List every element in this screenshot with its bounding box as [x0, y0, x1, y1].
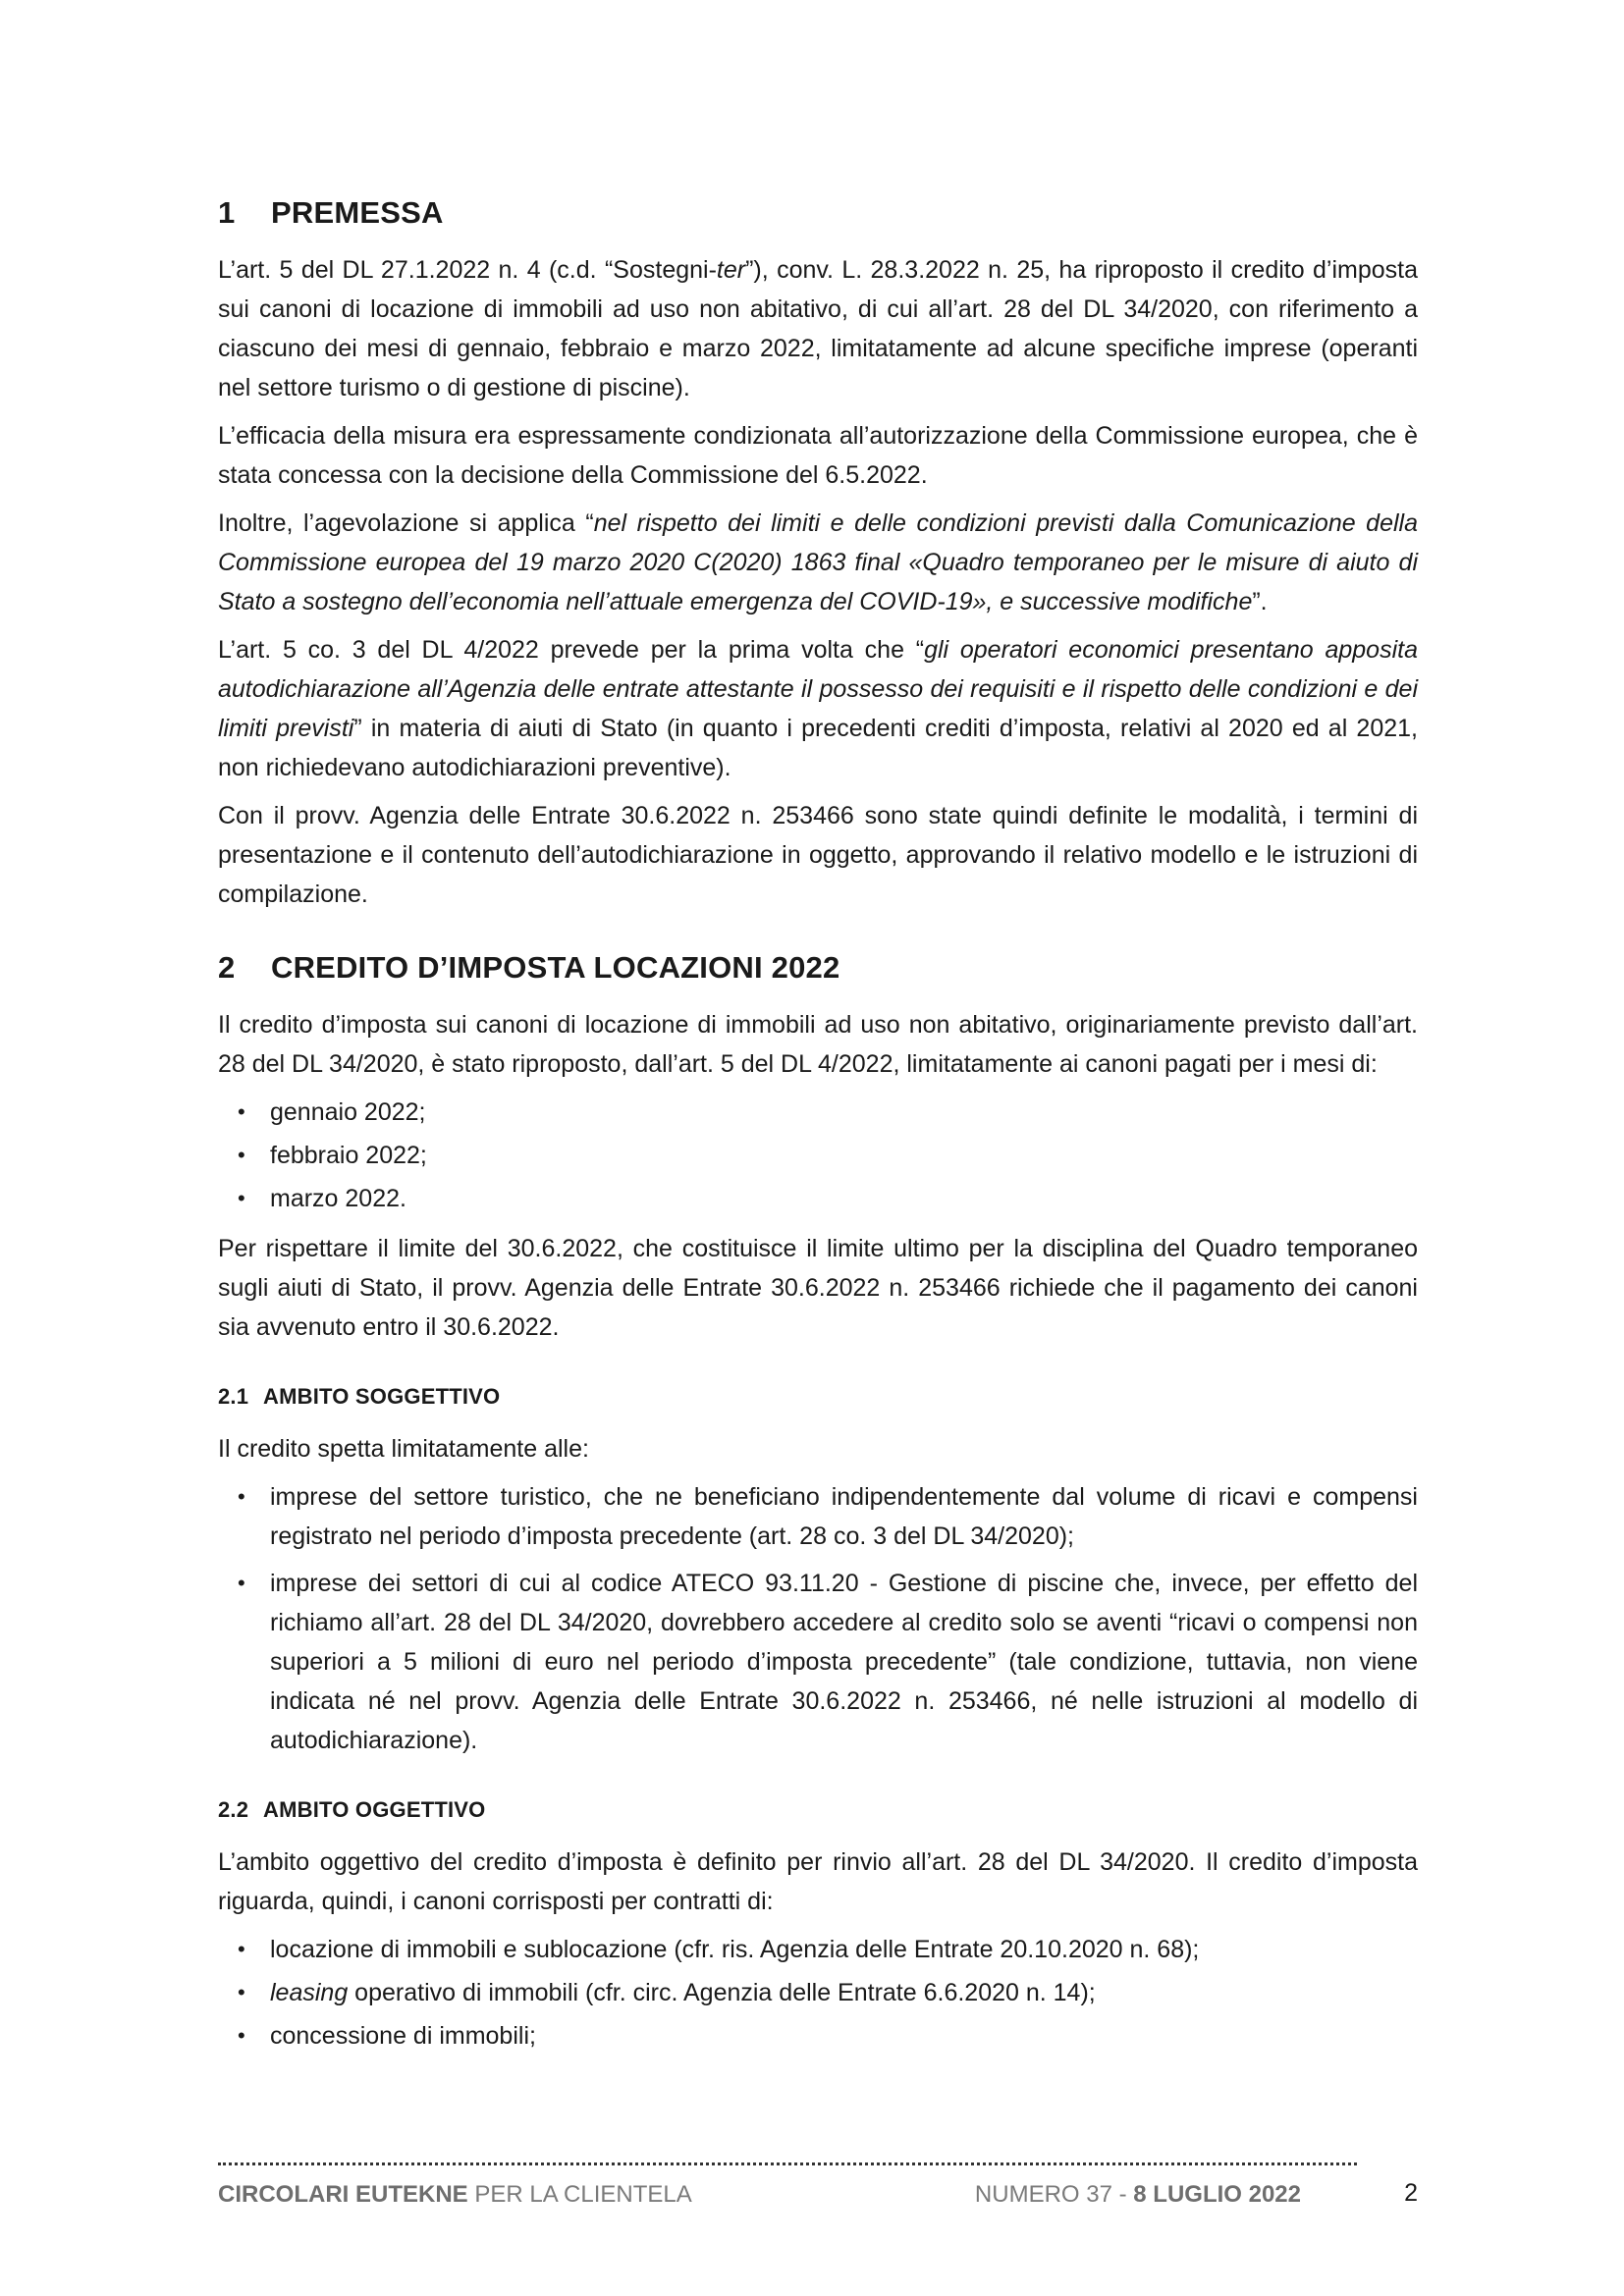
list-item: [218, 1093, 1418, 1132]
document-body: [218, 192, 1418, 2066]
list-item-text: locazione di immobili e sublocazione (cfr. ris. Agenzia delle Entrate 20.10.2020 n. 68);: [270, 1936, 1200, 1963]
bullet-icon: •: [238, 1186, 245, 1210]
soggettivo-list: [218, 1477, 1418, 1760]
bullet-icon: •: [238, 1143, 245, 1167]
italic-text: ter: [716, 256, 746, 284]
section-number: 1: [218, 195, 236, 230]
footer-issue: [975, 2181, 1301, 2209]
italic-quote: nel rispetto dei limiti e delle condizioni previsti dalla Comunicazione della Commissione europea del 19 marzo 2020 C(2020) 1863 final «Quadro temporaneo per le misure di aiuto di Stato a sostegno dell’economia nell’attuale emergenza del COVID-19», e successive modifiche: [218, 509, 1418, 615]
list-item-text: febbraio 2022;: [270, 1142, 427, 1169]
paragraph: L’efficacia della misura era espressamente condizionata all’autorizzazione della Commissione europea, che è stata concessa con la decisione della Commissione del 6.5.2022.: [218, 422, 1418, 489]
list-item: [218, 1179, 1418, 1218]
text: Inoltre, l’agevolazione si applica “: [218, 509, 594, 537]
section-heading-premessa: [218, 192, 1418, 234]
brand-suffix: PER LA CLIENTELA: [467, 2181, 692, 2208]
section-title: PREMESSA: [271, 195, 444, 230]
paragraph: L’ambito oggettivo del credito d’imposta è definito per rinvio all’art. 28 del DL 34/2020. Il credito d’imposta riguarda, quindi, i canoni corrisposti per contratti di:: [218, 1848, 1418, 1915]
section-heading-credito: [218, 947, 1418, 988]
text: L’art. 5 co. 3 del DL 4/2022 prevede per la prima volta che “: [218, 636, 925, 664]
list-item: [218, 1973, 1418, 2012]
footer-brand: [218, 2181, 692, 2209]
italic-quote: gli operatori economici presentano apposita autodichiarazione all’Agenzia delle entrate attestante il possesso dei requisiti e il rispetto delle condizioni e dei limiti previsti: [218, 636, 1418, 742]
section-title: CREDITO D’IMPOSTA LOCAZIONI 2022: [271, 950, 840, 985]
issue-date: 8 LUGLIO 2022: [1133, 2181, 1301, 2208]
paragraph: Il credito d’imposta sui canoni di locazione di immobili ad uso non abitativo, originariamente previsto dall’art. 28 del DL 34/2020, è stato riproposto, dall’art. 5 del DL 4/2022, limitatamente ai canoni pagati per i mesi di:: [218, 1011, 1418, 1078]
text: ” in materia di aiuti di Stato (in quanto i precedenti crediti d’imposta, relativi al 2020 ed al 2021, non richiedevano autodichiarazioni preventive).: [218, 715, 1418, 781]
issue-number: NUMERO 37 -: [974, 2181, 1134, 2208]
list-item: [218, 1136, 1418, 1175]
brand-name: CIRCOLARI EUTEKNE: [218, 2181, 468, 2208]
list-item-text: gennaio 2022;: [270, 1098, 426, 1126]
text: L’art. 5 del DL 27.1.2022 n. 4 (c.d. “Sostegni-: [218, 256, 717, 284]
page-number: 2: [1404, 2179, 1418, 2207]
subsection-heading-soggettivo: [218, 1382, 1418, 1412]
bullet-icon: •: [238, 1484, 245, 1509]
list-item: [218, 1477, 1418, 1556]
paragraph: [218, 504, 1418, 621]
subsection-number: 2.1: [218, 1384, 249, 1409]
text: ”.: [1252, 588, 1268, 615]
list-item-text: concessione di immobili;: [270, 2022, 536, 2050]
oggettivo-list: [218, 1930, 1418, 2056]
list-item: [218, 2016, 1418, 2056]
list-item-text: imprese dei settori di cui al codice ATECO 93.11.20 - Gestione di piscine che, invece, per effetto del richiamo all’art. 28 del DL 34/2020, dovrebbero accedere al credito solo se aventi “ricavi o compensi non superiori a 5 milioni di euro nel periodo d’imposta precedente” (tale condizione, tuttavia, non viene indicata né nel provv. Agenzia delle Entrate 30.6.2022 n. 253466, né nelle istruzioni al modello di autodichiarazione).: [270, 1570, 1418, 1754]
list-item: [218, 1564, 1418, 1760]
text: ”), conv. L. 28.3.2022 n. 25, ha riproposto il credito d’imposta sui canoni di locazione di immobili ad uso non abitativo, di cui all’art. 28 del DL 34/2020, con riferimento a ciascuno dei mesi di gennaio, febbraio e marzo 2022, limitatamente ad alcune specifiche imprese (operanti nel settore turismo o di gestione di piscine).: [218, 256, 1418, 401]
bullet-icon: •: [238, 1571, 245, 1595]
paragraph: Per rispettare il limite del 30.6.2022, che costituisce il limite ultimo per la disciplina del Quadro temporaneo sugli aiuti di Stato, il provv. Agenzia delle Entrate 30.6.2022 n. 253466 richiede che il pagamento dei canoni sia avvenuto entro il 30.6.2022.: [218, 1235, 1418, 1341]
bullet-icon: •: [238, 2023, 245, 2048]
footer-divider: [218, 2163, 1357, 2165]
list-item-text: operativo di immobili (cfr. circ. Agenzia delle Entrate 6.6.2020 n. 14);: [348, 1979, 1096, 2006]
months-list: [218, 1093, 1418, 1218]
bullet-icon: •: [238, 1980, 245, 2004]
page-footer: [218, 2181, 1418, 2220]
italic-text: leasing: [270, 1979, 349, 2006]
section-number: 2: [218, 950, 236, 985]
subsection-title: AMBITO SOGGETTIVO: [263, 1384, 501, 1409]
subsection-title: AMBITO OGGETTIVO: [263, 1797, 486, 1822]
subsection-number: 2.2: [218, 1797, 249, 1822]
list-item-text: marzo 2022.: [270, 1185, 406, 1212]
paragraph: Con il provv. Agenzia delle Entrate 30.6.2022 n. 253466 sono state quindi definite le modalità, i termini di presentazione e il contenuto dell’autodichiarazione in oggetto, approvando il relativo modello e le istruzioni di compilazione.: [218, 802, 1418, 908]
paragraph: [218, 250, 1418, 407]
list-item: [218, 1930, 1418, 1969]
subsection-heading-oggettivo: [218, 1795, 1418, 1825]
paragraph: [218, 630, 1418, 787]
bullet-icon: •: [238, 1937, 245, 1961]
bullet-icon: •: [238, 1099, 245, 1124]
list-item-text: imprese del settore turistico, che ne beneficiano indipendentemente dal volume di ricavi e compensi registrato nel periodo d’imposta precedente (art. 28 co. 3 del DL 34/2020);: [270, 1483, 1418, 1550]
paragraph: Il credito spetta limitatamente alle:: [218, 1435, 589, 1463]
